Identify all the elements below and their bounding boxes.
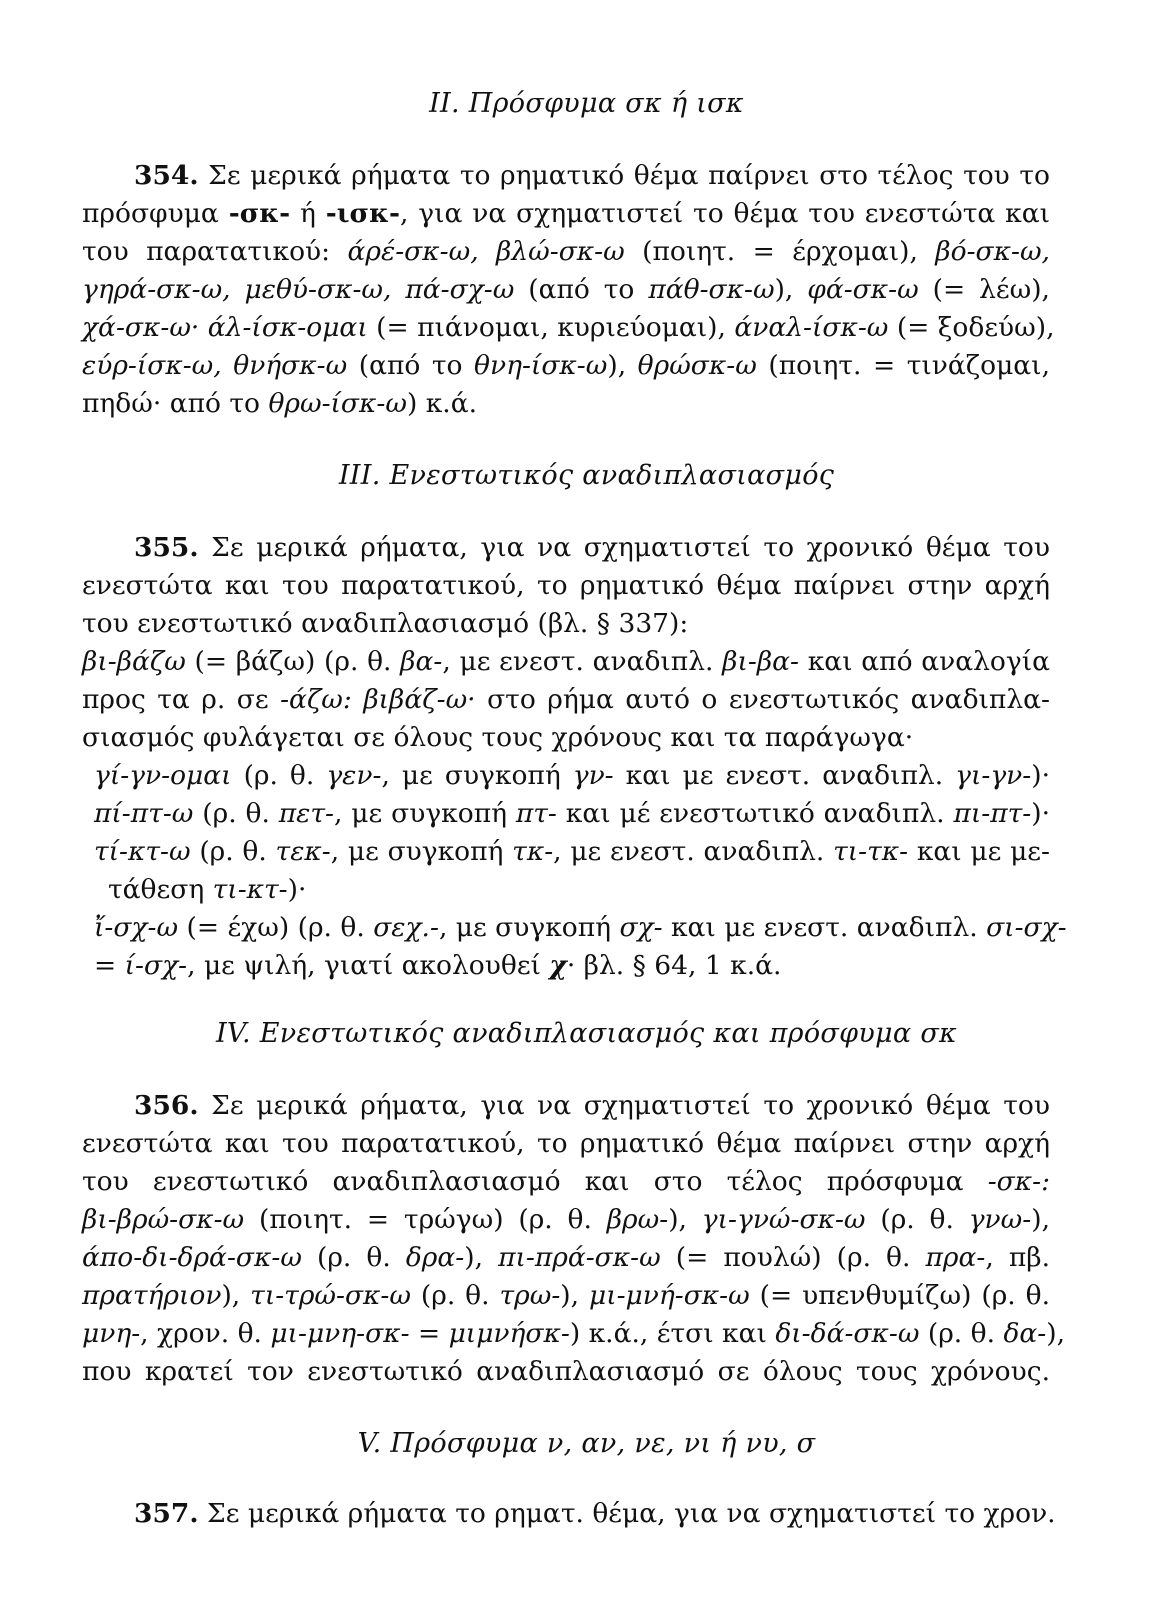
paragraph-357-line-1: 357. Σε μερικά ρήματα το ρηματ. θέμα, για να σχηματιστεί το χρον. [134,1498,1056,1529]
paragraph-number: 355. [134,532,199,563]
paragraph-number: 354. [134,160,199,191]
paragraph-354-line-5: χά-σκ-ω· άλ-ίσκ-ομαι (= πιάνομαι, κυριεύομαι), άναλ-ίσκ-ω (= ξοδεύω), [82,312,1055,343]
paragraph-355-line-5: προς τα ρ. σε -άζω: βιβάζ-ω· στο ρήμα αυτό ο ενεστωτικός αναδιπλα- [82,684,1050,715]
paragraph-355-line-7: γί-γν-ομαι (ρ. θ. γεν-, με συγκοπή γν- και με ενεστ. αναδιπλ. γι-γν-)· [94,760,1050,791]
paragraph-354-line-4: γηρά-σκ-ω, μεθύ-σκ-ω, πά-σχ-ω (από το πάθ-σκ-ω), φά-σκ-ω (= λέω), [82,274,1050,305]
paragraph-356-line-4: βι-βρώ-σκ-ω (ποιητ. = τρώγω) (ρ. θ. βρω-), γι-γνώ-σκ-ω (ρ. θ. γνω-), [82,1204,1050,1235]
paragraph-354-line-7: πηδώ· από το θρω-ίσκ-ω) κ.ά. [82,388,478,419]
paragraph-356-line-7: μνη-, χρον. θ. μι-μνη-σκ- = μιμνήσκ-) κ.ά., έτσι και δι-δά-σκ-ω (ρ. θ. δα-), [82,1318,1066,1349]
paragraph-354-line-1: 354. Σε μερικά ρήματα το ρηματικό θέμα παίρνει στο τέλος του το [134,160,1050,191]
paragraph-356-line-1: 356. Σε μερικά ρήματα, για να σχηματιστεί το χρονικό θέμα του [134,1090,1050,1121]
paragraph-354-line-6: εύρ-ίσκ-ω, θνήσκ-ω (από το θνη-ίσκ-ω), θρώσκ-ω (ποιητ. = τινάζομαι, [82,350,1050,381]
paragraph-356-line-2: ενεστώτα και του παρατατικού, το ρηματικό θέμα παίρνει στην αρχή [82,1128,1050,1159]
paragraph-355-line-1: 355. Σε μερικά ρήματα, για να σχηματιστεί το χρονικό θέμα του [134,532,1050,563]
paragraph-355-line-9: τί-κτ-ω (ρ. θ. τεκ-, με συγκοπή τκ-, με ενεστ. αναδιπλ. τι-τκ- και με με- [94,836,1050,867]
paragraph-356-line-3: του ενεστωτικό αναδιπλασιασμό και στο τέλος πρόσφυμα -σκ-: [82,1166,1050,1197]
paragraph-355-line-12: = ί-σχ-, με ψιλή, γιατί ακολουθεί χ· βλ. § 64, 1 κ.ά. [94,950,782,981]
paragraph-355-line-4: βι-βάζω (= βάζω) (ρ. θ. βα-, με ενεστ. αναδιπλ. βι-βα- και από αναλογία [82,646,1050,677]
paragraph-355-line-11: ἴ-σχ-ω (= έχω) (ρ. θ. σεχ.-, με συγκοπή σχ- και με ενεστ. αναδιπλ. σι-σχ- [94,912,1067,943]
paragraph-356-line-8: που κρατεί τον ενεστωτικό αναδιπλασιασμό σε όλους τους χρόνους. [82,1356,1050,1387]
paragraph-355-line-8: πί-πτ-ω (ρ. θ. πετ-, με συγκοπή πτ- και μέ ενεστωτικό αναδιπλ. πι-πτ-)· [94,798,1050,829]
paragraph-number: 356. [134,1090,199,1121]
section-heading-iii: III. Ενεστωτικός αναδιπλασιασμός [338,460,835,491]
paragraph-number: 357. [134,1498,199,1529]
section-heading-ii: II. Πρόσφυμα σκ ή ισκ [429,88,744,119]
paragraph-356-line-5: άπο-δι-δρά-σκ-ω (ρ. θ. δρα-), πι-πρά-σκ-ω (= πουλώ) (ρ. θ. πρα-, πβ. [82,1242,1051,1273]
section-heading-v: V. Πρόσφυμα ν, αν, νε, νι ή νυ, σ [357,1428,816,1459]
paragraph-355-line-10: τάθεση τι-κτ-)· [108,874,307,905]
paragraph-355-line-3: του ενεστωτικό αναδιπλασιασμό (βλ. § 337): [82,608,689,639]
paragraph-356-line-6: πρατήριον), τι-τρώ-σκ-ω (ρ. θ. τρω-), μι-μνή-σκ-ω (= υπενθυμίζω) (ρ. θ. [82,1280,1051,1311]
paragraph-355-line-6: σιασμός φυλάγεται σε όλους τους χρόνους και τα παράγωγα· [82,722,914,753]
paragraph-354-line-2: πρόσφυμα -σκ- ή -ισκ-, για να σχηματιστεί το θέμα του ενεστώτα και [82,198,1050,229]
paragraph-355-line-2: ενεστώτα και του παρατατικού, το ρηματικό θέμα παίρνει στην αρχή [82,570,1050,601]
section-heading-iv: IV. Ενεστωτικός αναδιπλασιασμός και πρόσφυμα σκ [215,1018,958,1049]
paragraph-354-line-3: του παρατατικού: άρέ-σκ-ω, βλώ-σκ-ω (ποιητ. = έρχομαι), βό-σκ-ω, [82,236,1050,267]
